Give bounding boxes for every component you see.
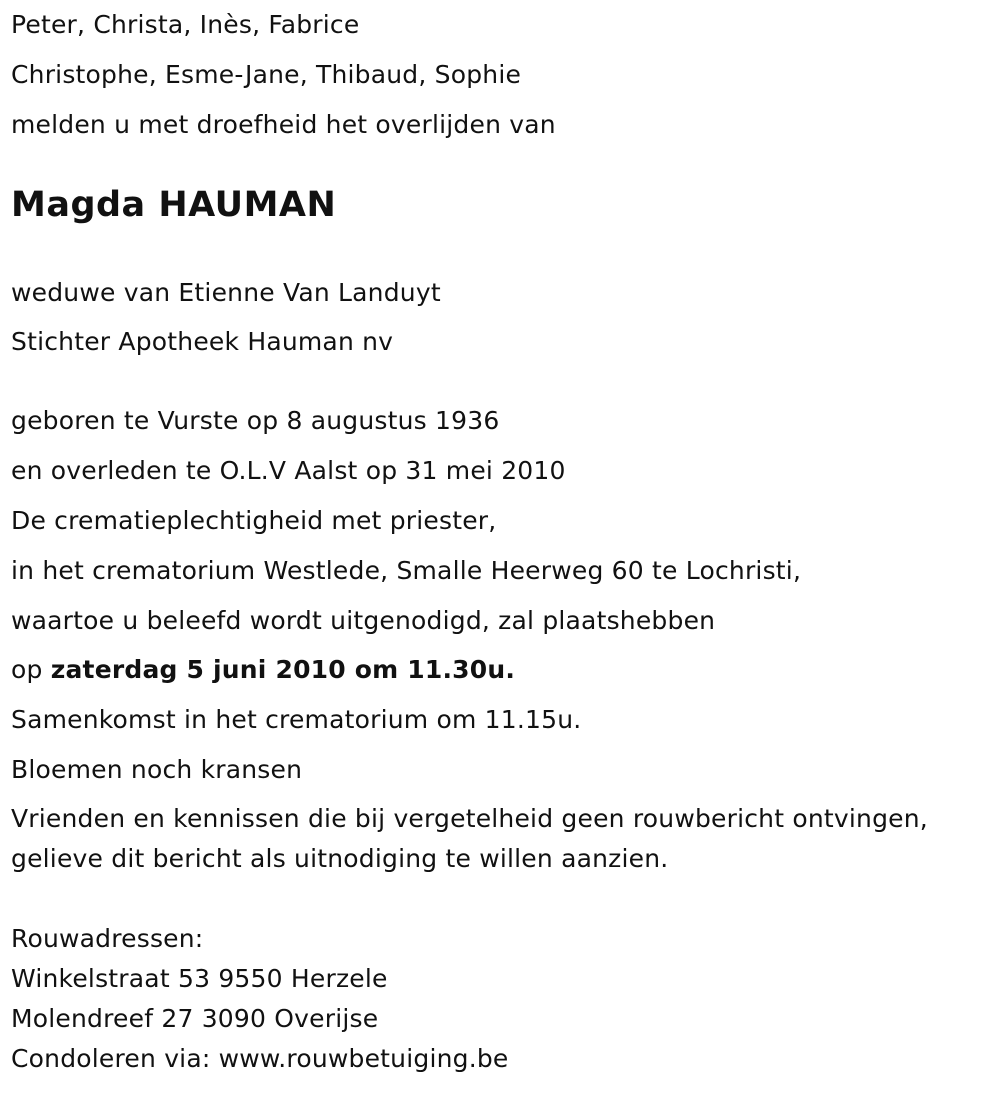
- ceremony-date: zaterdag 5 juni 2010 om 11.30u.: [50, 655, 516, 684]
- date-line: [11, 655, 515, 685]
- date-prefix: op: [11, 655, 51, 684]
- location-line: in het crematorium Westlede, Smalle Heerweg 60 te Lochristi,: [11, 556, 802, 585]
- born-line: geboren te Vurste op 8 augustus 1936: [11, 406, 500, 435]
- addresses-heading: Rouwadressen:: [11, 924, 204, 953]
- died-line: en overleden te O.L.V Aalst op 31 mei 2010: [11, 456, 566, 485]
- relation-line: weduwe van Etienne Van Landuyt: [11, 278, 441, 307]
- flowers-line: Bloemen noch kransen: [11, 755, 303, 784]
- invitation-line: waartoe u beleefd wordt uitgenodigd, zal plaatshebben: [11, 606, 716, 635]
- family-line-1: Peter, Christa, Inès, Fabrice: [11, 10, 360, 39]
- family-line-2: Christophe, Esme-Jane, Thibaud, Sophie: [11, 60, 522, 89]
- role-line: Stichter Apotheek Hauman nv: [11, 327, 394, 356]
- note-line-1: Vrienden en kennissen die bij vergetelheid geen rouwbericht ontvingen,: [11, 804, 928, 833]
- announcement-line: melden u met droefheid het overlijden van: [11, 110, 556, 139]
- deceased-name: Magda HAUMAN: [11, 185, 337, 225]
- address-1: Winkelstraat 53 9550 Herzele: [11, 964, 388, 993]
- address-2: Molendreef 27 3090 Overijse: [11, 1004, 379, 1033]
- condolences-line: Condoleren via: www.rouwbetuiging.be: [11, 1044, 509, 1073]
- note-line-2: gelieve dit bericht als uitnodiging te willen aanzien.: [11, 844, 669, 873]
- ceremony-line: De crematieplechtigheid met priester,: [11, 506, 497, 535]
- gathering-line: Samenkomst in het crematorium om 11.15u.: [11, 705, 582, 734]
